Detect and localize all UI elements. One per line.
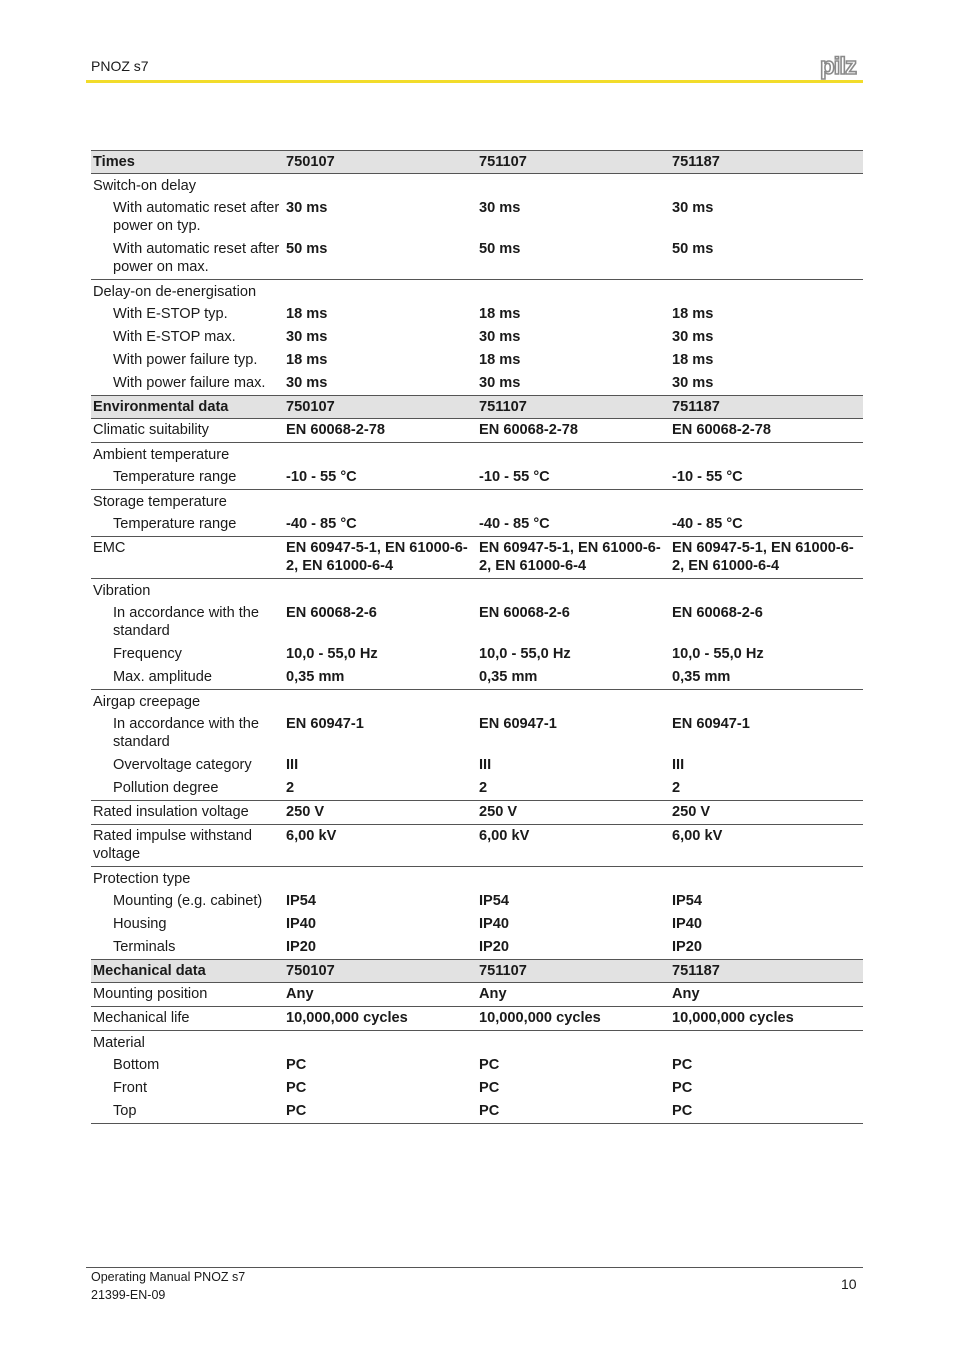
- value-cell: EN 60068-2-6: [286, 605, 377, 621]
- value-cell: 50 ms: [477, 238, 670, 280]
- section-header-row: [91, 396, 863, 419]
- sub-row: [91, 466, 863, 490]
- value-cell: 250 V: [477, 801, 670, 825]
- value-cell: 18 ms: [672, 306, 714, 322]
- section-column-header: 751187: [670, 151, 863, 174]
- sub-row: [91, 349, 863, 372]
- sub-row: [91, 666, 863, 690]
- value-cell: 6,00 kV: [284, 825, 477, 867]
- sub-row-label: Bottom: [113, 1057, 160, 1073]
- pilz-logo: [818, 52, 866, 80]
- row-label: EMC: [91, 537, 284, 579]
- group-label: Vibration: [93, 582, 151, 599]
- value-cell: PC: [284, 1100, 477, 1124]
- section-header-row: [91, 960, 863, 983]
- value-cell: 30 ms: [672, 200, 714, 216]
- data-row: [91, 419, 863, 443]
- value-cell: 10,0 - 55,0 Hz: [479, 646, 571, 662]
- group-label: Airgap creepage: [93, 693, 201, 710]
- data-row: [91, 537, 863, 579]
- sub-row: [91, 1054, 863, 1077]
- value-cell: PC: [670, 1100, 863, 1124]
- section-header-row: [91, 151, 863, 174]
- value-cell: 2: [284, 777, 477, 801]
- group-label: Storage temperature: [93, 493, 227, 510]
- sub-row-label: Top: [91, 1100, 284, 1124]
- value-cell: 10,000,000 cycles: [477, 1007, 670, 1031]
- group-row: [91, 867, 863, 891]
- value-cell: 30 ms: [479, 200, 521, 216]
- sub-row-label: Front: [113, 1080, 148, 1096]
- value-cell: IP40: [672, 916, 703, 932]
- sub-row: [91, 326, 863, 349]
- data-row: [91, 983, 863, 1007]
- sub-row: [91, 197, 863, 238]
- value-cell: 2: [477, 777, 670, 801]
- section-column-header: 751107: [477, 151, 670, 174]
- value-cell: 18 ms: [286, 306, 328, 322]
- data-row: [91, 825, 863, 867]
- value-cell: 30 ms: [286, 200, 328, 216]
- sub-row-label: With automatic reset after power on typ.: [113, 200, 280, 234]
- value-cell: 30 ms: [670, 372, 863, 396]
- sub-row-label: Terminals: [91, 936, 284, 960]
- sub-row-label: Temperature range: [91, 466, 284, 490]
- value-cell: -40 - 85 °C: [284, 513, 477, 537]
- group-label: Protection type: [93, 870, 191, 887]
- svg-text:pilz: pilz: [820, 53, 856, 80]
- sub-row: [91, 1077, 863, 1100]
- sub-row: [91, 643, 863, 666]
- sub-row-label: Pollution degree: [91, 777, 284, 801]
- page-header-title: PNOZ s7: [91, 58, 149, 74]
- value-cell: IP54: [672, 893, 703, 909]
- value-cell: EN 60947-1: [672, 716, 750, 732]
- group-label: Delay-on de-energisation: [93, 283, 257, 300]
- sub-row-label: With E-STOP max.: [113, 329, 236, 345]
- value-cell: 30 ms: [286, 329, 328, 345]
- value-cell: 30 ms: [479, 329, 521, 345]
- header-rule: [86, 80, 863, 83]
- value-cell: 6,00 kV: [477, 825, 670, 867]
- value-cell: EN 60068-2-6: [672, 605, 763, 621]
- data-row: [91, 801, 863, 825]
- value-cell: -40 - 85 °C: [670, 513, 863, 537]
- value-cell: 10,0 - 55,0 Hz: [286, 646, 378, 662]
- value-cell: Any: [477, 983, 670, 1007]
- sub-row-label: Frequency: [113, 646, 182, 662]
- sub-row: [91, 303, 863, 326]
- value-cell: 30 ms: [672, 329, 714, 345]
- sub-row: [91, 513, 863, 537]
- sub-row: [91, 936, 863, 960]
- value-cell: PC: [286, 1057, 307, 1073]
- value-cell: IP20: [284, 936, 477, 960]
- section-column-header: 750107: [284, 151, 477, 174]
- sub-row: [91, 913, 863, 936]
- sub-row-label: With power failure max.: [91, 372, 284, 396]
- row-label: Mechanical life: [91, 1007, 284, 1031]
- section-column-header: 751187: [670, 396, 863, 419]
- sub-row-label: Housing: [113, 916, 167, 932]
- value-cell: III: [286, 757, 299, 773]
- row-label: Mounting position: [91, 983, 284, 1007]
- sub-row: [91, 713, 863, 754]
- value-cell: 0,35 mm: [284, 666, 477, 690]
- group-row: [91, 579, 863, 603]
- value-cell: EN 60947-1: [286, 716, 364, 732]
- group-row: [91, 174, 863, 198]
- sub-row: [91, 372, 863, 396]
- value-cell: 6,00 kV: [670, 825, 863, 867]
- value-cell: 10,000,000 cycles: [670, 1007, 863, 1031]
- value-cell: PC: [286, 1080, 307, 1096]
- value-cell: 10,0 - 55,0 Hz: [672, 646, 764, 662]
- sub-row-label: With power failure typ.: [113, 352, 258, 368]
- sub-row-label: In accordance with the standard: [113, 716, 260, 750]
- value-cell: 18 ms: [479, 352, 521, 368]
- footer-doc-number: 21399-EN-09: [91, 1288, 166, 1302]
- sub-row-label: With E-STOP typ.: [113, 306, 228, 322]
- section-column-header: 751187: [670, 960, 863, 983]
- value-cell: 18 ms: [672, 352, 714, 368]
- sub-row-label: In accordance with the standard: [113, 605, 260, 639]
- value-cell: 250 V: [670, 801, 863, 825]
- value-cell: 2: [670, 777, 863, 801]
- value-cell: EN 60068-2-6: [479, 605, 570, 621]
- value-cell: 18 ms: [286, 352, 328, 368]
- value-cell: 30 ms: [477, 372, 670, 396]
- value-cell: 0,35 mm: [670, 666, 863, 690]
- sub-row-label: Overvoltage category: [113, 757, 252, 773]
- sub-row: [91, 777, 863, 801]
- value-cell: EN 60947-5-1, EN 61000-6-2, EN 61000-6-4: [477, 537, 670, 579]
- value-cell: EN 60068-2-78: [670, 419, 863, 443]
- value-cell: EN 60068-2-78: [477, 419, 670, 443]
- section-column-header: 751107: [477, 960, 670, 983]
- value-cell: -10 - 55 °C: [670, 466, 863, 490]
- sub-row-label: With automatic reset after power on max.: [91, 238, 284, 280]
- value-cell: 50 ms: [284, 238, 477, 280]
- footer-manual-title: Operating Manual PNOZ s7: [91, 1270, 246, 1284]
- value-cell: 0,35 mm: [477, 666, 670, 690]
- group-label: Material: [93, 1034, 145, 1051]
- value-cell: 30 ms: [284, 372, 477, 396]
- value-cell: 10,000,000 cycles: [284, 1007, 477, 1031]
- spec-table-body: [91, 151, 863, 1124]
- group-row: [91, 490, 863, 514]
- sub-row: [91, 754, 863, 777]
- footer-page-number: 10: [841, 1276, 857, 1292]
- sub-row-label: Max. amplitude: [91, 666, 284, 690]
- value-cell: -10 - 55 °C: [284, 466, 477, 490]
- section-title: Times: [91, 151, 284, 174]
- group-row: [91, 280, 863, 304]
- value-cell: -40 - 85 °C: [477, 513, 670, 537]
- row-label: Rated insulation voltage: [91, 801, 284, 825]
- value-cell: 50 ms: [670, 238, 863, 280]
- value-cell: PC: [672, 1057, 693, 1073]
- footer-rule: [86, 1267, 863, 1268]
- sub-row: [91, 890, 863, 913]
- value-cell: -10 - 55 °C: [477, 466, 670, 490]
- sub-row: [91, 602, 863, 643]
- row-label: Rated impulse withstand voltage: [91, 825, 284, 867]
- section-title: Environmental data: [91, 396, 284, 419]
- value-cell: EN 60947-1: [479, 716, 557, 732]
- row-label: Climatic suitability: [91, 419, 284, 443]
- value-cell: EN 60947-5-1, EN 61000-6-2, EN 61000-6-4: [670, 537, 863, 579]
- group-label: Ambient temperature: [93, 446, 230, 463]
- data-row: [91, 1007, 863, 1031]
- value-cell: IP40: [286, 916, 317, 932]
- value-cell: IP20: [477, 936, 670, 960]
- group-row: [91, 1031, 863, 1055]
- value-cell: III: [479, 757, 492, 773]
- section-title: Mechanical data: [91, 960, 284, 983]
- sub-row-label: Temperature range: [91, 513, 284, 537]
- value-cell: III: [672, 757, 685, 773]
- value-cell: EN 60947-5-1, EN 61000-6-2, EN 61000-6-4: [284, 537, 477, 579]
- value-cell: Any: [284, 983, 477, 1007]
- sub-row: [91, 238, 863, 280]
- value-cell: 250 V: [284, 801, 477, 825]
- spec-table: [91, 150, 863, 1124]
- group-label: Switch-on delay: [93, 177, 197, 194]
- value-cell: IP20: [670, 936, 863, 960]
- group-row: [91, 443, 863, 467]
- value-cell: PC: [672, 1080, 693, 1096]
- value-cell: IP54: [286, 893, 317, 909]
- value-cell: IP40: [479, 916, 510, 932]
- sub-row-label: Mounting (e.g. cabinet): [113, 893, 263, 909]
- group-row: [91, 690, 863, 714]
- section-column-header: 750107: [284, 960, 477, 983]
- value-cell: PC: [479, 1080, 500, 1096]
- sub-row: [91, 1100, 863, 1124]
- value-cell: IP54: [479, 893, 510, 909]
- value-cell: EN 60068-2-78: [284, 419, 477, 443]
- section-column-header: 750107: [284, 396, 477, 419]
- value-cell: PC: [479, 1057, 500, 1073]
- value-cell: 18 ms: [479, 306, 521, 322]
- value-cell: PC: [477, 1100, 670, 1124]
- section-column-header: 751107: [477, 396, 670, 419]
- value-cell: Any: [670, 983, 863, 1007]
